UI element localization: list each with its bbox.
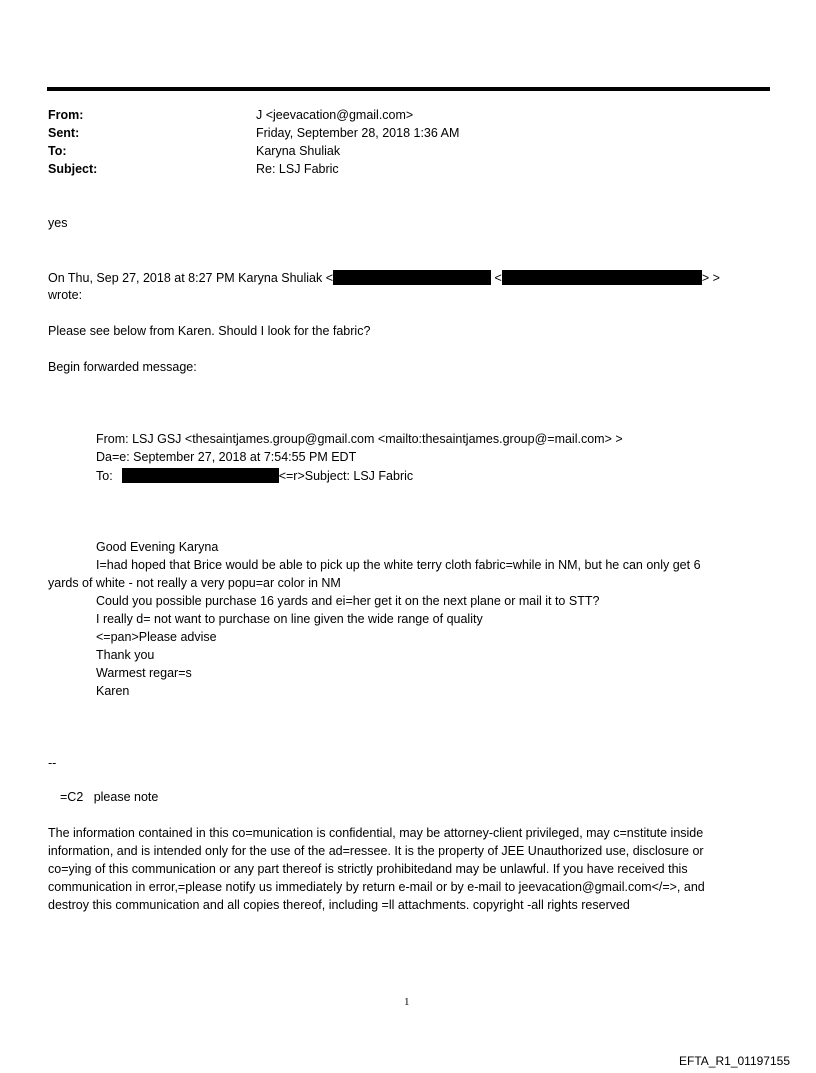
header-sent-row (48, 126, 748, 144)
to-value: Karyna Shuliak (256, 144, 341, 158)
quote-intro (48, 270, 720, 285)
forward-label: Begin forwarded message: (48, 360, 197, 374)
karen-line: I really d= not want to purchase on line given the wide range of quality (96, 612, 483, 626)
disclaimer-line: destroy this communication and all copies thereof, including =ll attachments. copyright -all rights reserved (48, 898, 630, 912)
redaction-bar (333, 270, 491, 285)
redaction-bar (502, 270, 702, 285)
header-from-row (48, 108, 748, 126)
karen-signature: Karen (96, 684, 130, 698)
karen-line: <=pan>Please advise (96, 630, 217, 644)
karen-greeting: Good Evening Karyna (96, 540, 219, 554)
forwarded-from: From: LSJ GSJ <thesaintjames.group@gmail.com <mailto:thesaintjames.group@=mail.com> > (96, 432, 623, 446)
karen-line: Thank you (96, 648, 155, 662)
bates-number: EFTA_R1_01197155 (679, 1054, 790, 1068)
karen-line: yards of white - not really a very popu=ar color in NM (48, 576, 341, 590)
disclaimer-line: The information contained in this co=munication is confidential, may be attorney-client privileged, may c=nstitute inside (48, 826, 704, 840)
sent-value: Friday, September 28, 2018 1:36 AM (256, 126, 460, 140)
quote-intro-part-a: On Thu, Sep 27, 2018 at 8:27 PM Karyna Shuliak < (48, 271, 334, 285)
disclaimer-line: communication in error,=please notify us immediately by return e-mail or by e-mail to jeevacation@gmail.com</=>, and (48, 880, 705, 894)
reply-text: yes (48, 216, 68, 230)
karen-line: I=had hoped that Brice would be able to pick up the white terry cloth fabric=while in NM, but he can only get 6 (96, 558, 701, 572)
disclaimer-line: co=ying of this communication or any part thereof is strictly prohibitedand may be unlawful. If you have received this (48, 862, 688, 876)
forwarded-to-suffix: <=r>Subject: LSJ Fabric (278, 469, 414, 483)
quote-intro-part-b: < (494, 271, 502, 285)
karyna-message: Please see below from Karen. Should I look for the fabric? (48, 324, 371, 338)
header-subject-row (48, 162, 748, 180)
signature-note: =C2 please note (60, 790, 159, 804)
subject-value: Re: LSJ Fabric (256, 162, 339, 176)
disclaimer-line: information, and is intended only for the use of the ad=ressee. It is the property of JEE Unauthorized use, disclosure or (48, 844, 704, 858)
redaction-bar (122, 468, 279, 483)
from-value: J <jeevacation@gmail.com> (256, 108, 414, 122)
forwarded-to (96, 468, 413, 483)
subject-label: Subject: (48, 162, 98, 176)
header-to-row (48, 144, 748, 162)
karen-line: Warmest regar=s (96, 666, 192, 680)
karen-line: Could you possible purchase 16 yards and ei=her get it on the next plane or mail it to STT? (96, 594, 600, 608)
header-rule (47, 87, 770, 91)
page-number: 1 (404, 996, 410, 1008)
signature-dash: -- (48, 756, 57, 770)
forwarded-date: Da=e: September 27, 2018 at 7:54:55 PM EDT (96, 450, 357, 464)
sent-label: Sent: (48, 126, 80, 140)
quote-intro-wrote: wrote: (48, 288, 83, 302)
quote-intro-part-c: > > (701, 271, 720, 285)
from-label: From: (48, 108, 84, 122)
to-label: To: (48, 144, 67, 158)
forwarded-to-label: To: (96, 469, 113, 483)
